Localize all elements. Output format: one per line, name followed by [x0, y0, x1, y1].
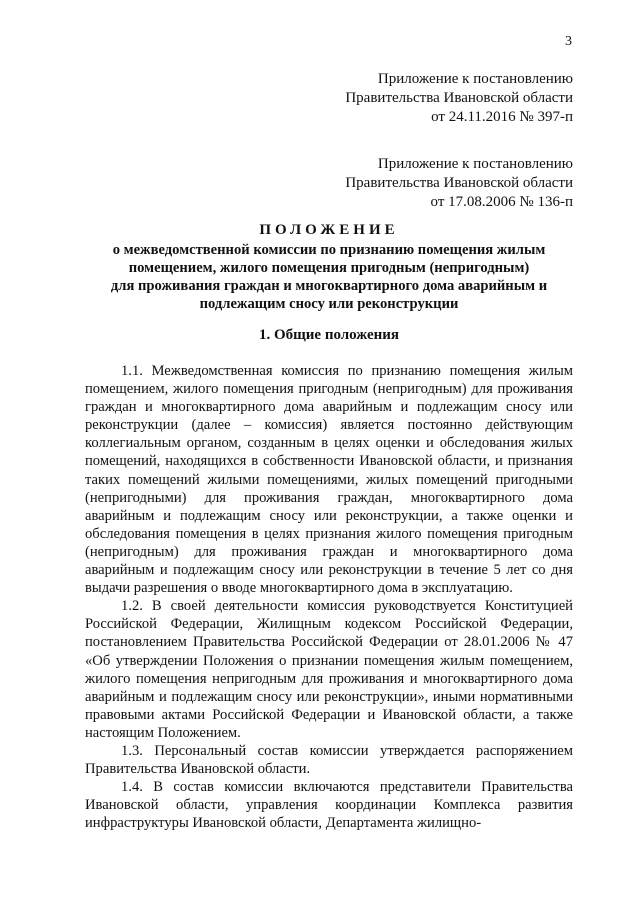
- appendix-line: Приложение к постановлению: [377, 71, 573, 87]
- paragraph-1-1: 1.1. Межведомственная комиссия по признанию помещения жилым помещением, жилого помещения пригодным (непригодным) для проживания граждан и многоквартирного дома аварийным и подлежащим сносу или реконструкции (далее – комиссия) является постоянно действующим коллегиальным органом, созданным в целях оценки и обследования жилых помещений, находящихся в собственности Ивановской области, и признания таких помещений жилыми помещениями, жилых помещений пригодными (непригодными) для проживания граждан, многоквартирного дома аварийным и подлежащим сносу или реконструкции, а также оценки и обследования помещения в целях признания жилого помещения пригодным (непригодным) для проживания граждан и многоквартирного дома аварийным и подлежащим сносу или реконструкции в течение 5 лет со дня выдачи разрешения о вводе многоквартирного дома в эксплуатацию.: [85, 363, 573, 597]
- appendix-line: Правительства Ивановской области: [345, 90, 573, 106]
- subtitle-line: для проживания граждан и многоквартирного дома аварийным и: [110, 278, 548, 294]
- appendix-line: Приложение к постановлению: [377, 156, 573, 172]
- paragraph-1-4: 1.4. В состав комиссии включаются представители Правительства Ивановской области, управления координации Комплекса развития инфраструктуры Ивановской области, Департамента жилищно-: [85, 779, 573, 832]
- appendix-line: от 24.11.2016 № 397-п: [431, 109, 573, 125]
- subtitle-line: о межведомственной комиссии по признанию помещения жилым: [112, 242, 546, 258]
- appendix-header-current: [345, 70, 573, 127]
- appendix-line: от 17.08.2006 № 136-п: [430, 194, 573, 210]
- document-subtitle: [84, 241, 574, 313]
- document-body: [85, 362, 573, 832]
- appendix-header-original: [345, 155, 573, 212]
- paragraph-1-2: 1.2. В своей деятельности комиссия руководствуется Конституцией Российской Федерации, Жилищным кодексом Российской Федерации, постановлением Правительства Российской Федерации от 28.01.2006 № 47 «Об утверждении Положения о признании помещения жилым помещением, жилого помещения непригодным для проживания и многоквартирного дома аварийным и подлежащим сносу или реконструкции», иными нормативными правовыми актами Российской Федерации и Ивановской области, а также настоящим Положением.: [85, 598, 573, 741]
- subtitle-line: подлежащим сносу или реконструкции: [199, 296, 459, 312]
- paragraph-1-3: 1.3. Персональный состав комиссии утверждается распоряжением Правительства Ивановской области.: [85, 742, 573, 778]
- document-title: ПОЛОЖЕНИЕ: [259, 222, 399, 238]
- page-number: 3: [565, 34, 572, 49]
- subtitle-line: помещением, жилого помещения пригодным (непригодным): [128, 260, 530, 276]
- appendix-line: Правительства Ивановской области: [345, 175, 573, 191]
- section-heading: 1. Общие положения: [258, 327, 400, 343]
